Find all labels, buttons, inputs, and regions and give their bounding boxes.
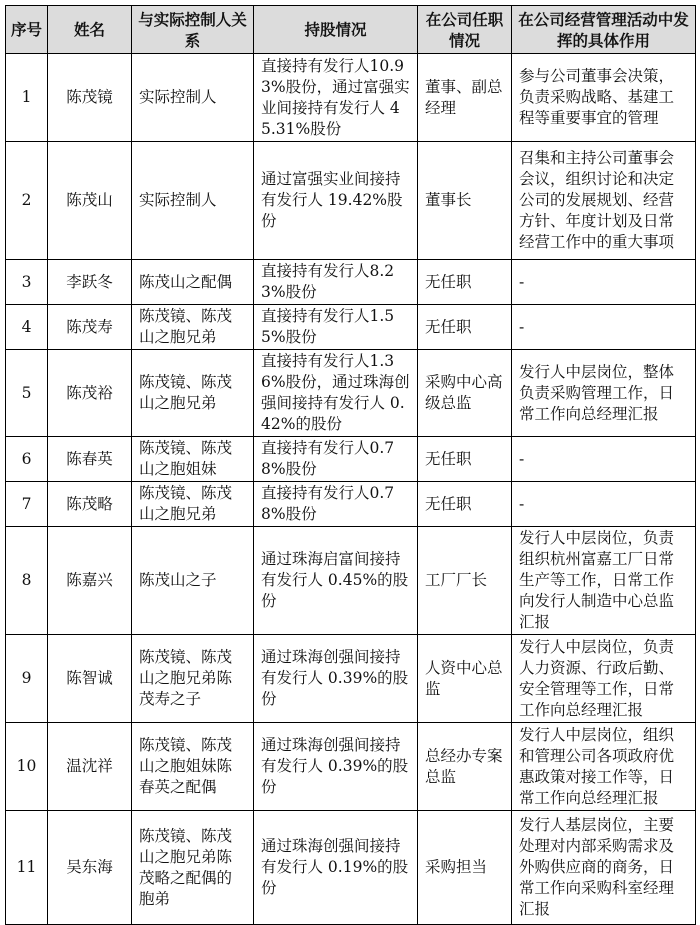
- role-description-cell: 发行人基层岗位，主要处理对内部采购需求及外购供应商的商务，日常工作向采购科室经理汇报: [512, 811, 696, 925]
- header-relation: 与实际控制人关系: [132, 6, 254, 54]
- shareholding-cell: 通过珠海创强间接持有发行人 0.39%的股份: [254, 635, 418, 723]
- role-description-cell: -: [512, 437, 696, 482]
- relationship-cell: 陈茂镜、陈茂山之胞姐妹陈春英之配偶: [132, 723, 254, 811]
- row-number: 9: [6, 635, 48, 723]
- shareholding-cell: 通过珠海启富间接持有发行人 0.45%的股份: [254, 527, 418, 635]
- person-name: 陈春英: [48, 437, 132, 482]
- table-row: [6, 811, 696, 925]
- header-position: 在公司任职情况: [418, 6, 512, 54]
- person-name: 陈茂镜: [48, 54, 132, 142]
- position-cell: 工厂厂长: [418, 527, 512, 635]
- relationship-cell: 实际控制人: [132, 54, 254, 142]
- row-number: 1: [6, 54, 48, 142]
- position-cell: 无任职: [418, 260, 512, 305]
- row-number: 5: [6, 350, 48, 437]
- shareholding-cell: 直接持有发行人0.78%股份: [254, 482, 418, 527]
- shareholding-cell: 通过珠海创强间接持有发行人 0.39%的股份: [254, 723, 418, 811]
- related-persons-table: [5, 5, 696, 925]
- shareholding-cell: 通过富强实业间接持有发行人 19.42%股份: [254, 142, 418, 260]
- position-cell: 董事、副总经理: [418, 54, 512, 142]
- row-number: 10: [6, 723, 48, 811]
- relationship-cell: 陈茂镜、陈茂山之胞兄弟: [132, 482, 254, 527]
- row-number: 4: [6, 305, 48, 350]
- shareholding-cell: 直接持有发行人10.93%股份，通过富强实业间接持有发行人 45.31%股份: [254, 54, 418, 142]
- relationship-cell: 陈茂山之子: [132, 527, 254, 635]
- role-description-cell: -: [512, 482, 696, 527]
- header-role: 在公司经营管理活动中发挥的具体作用: [512, 6, 696, 54]
- table-row: [6, 260, 696, 305]
- table-row: [6, 635, 696, 723]
- relationship-cell: 陈茂镜、陈茂山之胞兄弟: [132, 305, 254, 350]
- table-row: [6, 350, 696, 437]
- relationship-cell: 陈茂镜、陈茂山之胞兄弟陈茂略之配偶的胞弟: [132, 811, 254, 925]
- row-number: 8: [6, 527, 48, 635]
- position-cell: 采购担当: [418, 811, 512, 925]
- table-header-row: [6, 6, 696, 54]
- person-name: 陈茂寿: [48, 305, 132, 350]
- person-name: 陈茂略: [48, 482, 132, 527]
- position-cell: 总经办专案总监: [418, 723, 512, 811]
- table-row: [6, 54, 696, 142]
- shareholding-cell: 直接持有发行人1.36%股份，通过珠海创强间接持有发行人 0.42%的股份: [254, 350, 418, 437]
- role-description-cell: 召集和主持公司董事会会议，组织讨论和决定公司的发展规划、经营方针、年度计划及日常经营工作中的重大事项: [512, 142, 696, 260]
- table-row: [6, 305, 696, 350]
- role-description-cell: -: [512, 305, 696, 350]
- role-description-cell: 发行人中层岗位，整体负责采购管理工作，日常工作向总经理汇报: [512, 350, 696, 437]
- position-cell: 董事长: [418, 142, 512, 260]
- row-number: 2: [6, 142, 48, 260]
- shareholding-cell: 直接持有发行人0.78%股份: [254, 437, 418, 482]
- header-no: 序号: [6, 6, 48, 54]
- relationship-cell: 陈茂镜、陈茂山之胞姐妹: [132, 437, 254, 482]
- role-description-cell: 参与公司董事会决策，负责采购战略、基建工程等重要事宜的管理: [512, 54, 696, 142]
- table-row: [6, 723, 696, 811]
- relationship-cell: 实际控制人: [132, 142, 254, 260]
- shareholding-cell: 直接持有发行人8.23%股份: [254, 260, 418, 305]
- document-page: [5, 5, 695, 925]
- position-cell: 采购中心高级总监: [418, 350, 512, 437]
- relationship-cell: 陈茂镜、陈茂山之胞兄弟陈茂寿之子: [132, 635, 254, 723]
- row-number: 7: [6, 482, 48, 527]
- person-name: 吴东海: [48, 811, 132, 925]
- row-number: 6: [6, 437, 48, 482]
- person-name: 陈智诚: [48, 635, 132, 723]
- row-number: 3: [6, 260, 48, 305]
- role-description-cell: 发行人中层岗位，组织和管理公司各项政府优惠政策对接工作等，日常工作向总经理汇报: [512, 723, 696, 811]
- position-cell: 无任职: [418, 482, 512, 527]
- person-name: 李跃冬: [48, 260, 132, 305]
- position-cell: 无任职: [418, 305, 512, 350]
- header-holding: 持股情况: [254, 6, 418, 54]
- person-name: 陈茂裕: [48, 350, 132, 437]
- table-row: [6, 482, 696, 527]
- position-cell: 人资中心总监: [418, 635, 512, 723]
- table-row: [6, 527, 696, 635]
- relationship-cell: 陈茂镜、陈茂山之胞兄弟: [132, 350, 254, 437]
- position-cell: 无任职: [418, 437, 512, 482]
- person-name: 陈嘉兴: [48, 527, 132, 635]
- shareholding-cell: 通过珠海创强间接持有发行人 0.19%的股份: [254, 811, 418, 925]
- row-number: 11: [6, 811, 48, 925]
- person-name: 陈茂山: [48, 142, 132, 260]
- role-description-cell: 发行人中层岗位，负责人力资源、行政后勤、安全管理等工作，日常工作向总经理汇报: [512, 635, 696, 723]
- person-name: 温沈祥: [48, 723, 132, 811]
- role-description-cell: 发行人中层岗位，负责组织杭州富嘉工厂日常生产等工作，日常工作向发行人制造中心总监汇报: [512, 527, 696, 635]
- table-row: [6, 437, 696, 482]
- relationship-cell: 陈茂山之配偶: [132, 260, 254, 305]
- role-description-cell: -: [512, 260, 696, 305]
- shareholding-cell: 直接持有发行人1.55%股份: [254, 305, 418, 350]
- header-name: 姓名: [48, 6, 132, 54]
- table-row: [6, 142, 696, 260]
